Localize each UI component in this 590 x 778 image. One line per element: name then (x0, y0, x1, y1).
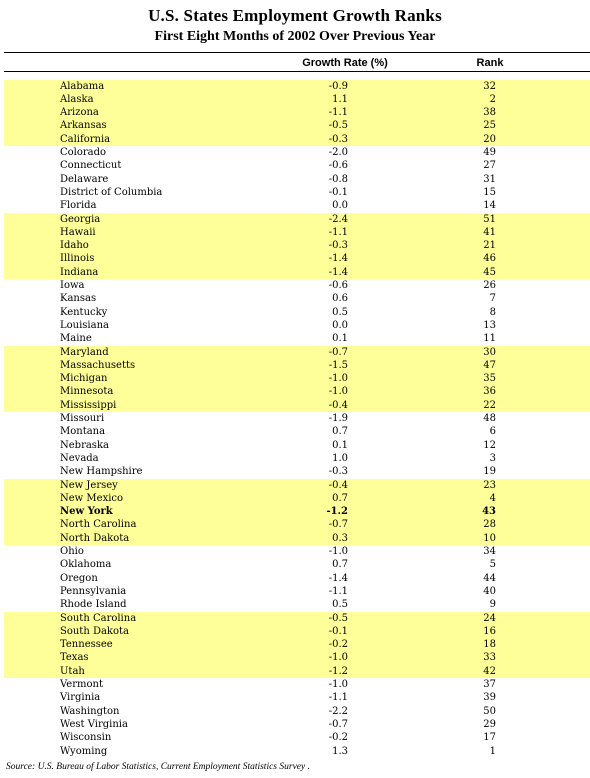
state-name: Washington (60, 705, 120, 717)
state-name: Wisconsin (60, 732, 112, 744)
state-name: Louisiana (60, 319, 109, 331)
rank-value: 24 (483, 612, 496, 624)
state-name: District of Columbia (60, 186, 163, 198)
growth-rate-value: 0.5 (332, 599, 348, 611)
rank-value: 47 (483, 359, 496, 371)
table-row (0, 731, 590, 744)
table-row (0, 425, 590, 438)
rank-value: 32 (483, 80, 496, 92)
table-row (0, 572, 590, 585)
table-row (0, 598, 590, 611)
rank-value: 25 (483, 120, 496, 132)
state-name: New York (60, 506, 113, 518)
growth-rate-value: -0.4 (328, 479, 348, 491)
state-name: Connecticut (60, 160, 122, 172)
rank-value: 35 (483, 373, 496, 385)
table-row (0, 665, 590, 678)
rank-value: 3 (489, 452, 496, 464)
rank-value: 42 (483, 665, 496, 677)
state-name: California (60, 133, 111, 145)
rank-value: 8 (489, 306, 496, 318)
state-name: Montana (60, 426, 106, 438)
chart-title: U.S. States Employment Growth Ranks (148, 6, 442, 25)
rank-value: 46 (483, 253, 496, 265)
growth-rate-value: -0.7 (328, 519, 348, 531)
state-name: Nebraska (60, 439, 109, 451)
rank-value: 34 (483, 546, 496, 557)
table-row (0, 385, 590, 398)
rank-value: 45 (483, 266, 496, 278)
growth-rate-value: -1.4 (328, 266, 348, 278)
rank-value: 18 (483, 639, 496, 651)
table-row (0, 585, 590, 598)
growth-rate-value: -1.4 (328, 572, 348, 584)
state-name: Georgia (60, 213, 101, 225)
state-name: Massachusetts (60, 359, 136, 371)
rank-value: 1 (489, 745, 496, 757)
table-row (0, 239, 590, 252)
rank-value: 16 (483, 625, 496, 637)
growth-rate-value: -0.9 (328, 80, 348, 92)
growth-rate-value: -0.3 (328, 466, 348, 478)
table-row (0, 532, 590, 545)
growth-rate-value: -0.1 (328, 625, 348, 637)
table-row (0, 705, 590, 718)
state-name: Idaho (60, 240, 89, 252)
rank-value: 28 (483, 519, 496, 531)
rank-value: 13 (483, 319, 496, 331)
state-name: Colorado (60, 147, 107, 158)
state-name: Arkansas (60, 120, 107, 132)
state-name: Kentucky (60, 306, 108, 318)
rank-value: 9 (489, 599, 496, 611)
growth-rate-value: -0.5 (328, 120, 348, 132)
rank-value: 29 (483, 718, 496, 730)
state-name: Texas (60, 652, 89, 664)
table-row (0, 412, 590, 425)
state-name: Tennessee (60, 639, 113, 651)
state-name: Mississippi (60, 399, 117, 411)
rank-value: 26 (483, 280, 496, 291)
rank-value: 7 (489, 293, 496, 305)
growth-rate-value: -1.1 (328, 585, 348, 597)
rank-value: 14 (483, 200, 496, 212)
table-row (0, 306, 590, 319)
table-row (0, 545, 590, 558)
table-row (0, 638, 590, 651)
state-name: South Dakota (60, 625, 129, 637)
state-name: Arizona (60, 107, 99, 119)
growth-rate-value: -1.0 (328, 652, 348, 664)
growth-rate-value: 0.6 (332, 293, 348, 305)
growth-rate-value: -0.4 (328, 399, 348, 411)
growth-rate-value: -1.1 (328, 107, 348, 119)
table-row (0, 279, 590, 292)
state-name: Missouri (60, 413, 105, 424)
growth-rate-value: 0.5 (332, 306, 348, 318)
growth-rate-value: -2.0 (328, 147, 348, 158)
rank-value: 33 (483, 652, 496, 664)
rank-value: 43 (482, 506, 496, 518)
table-row (0, 372, 590, 385)
state-name: Rhode Island (60, 599, 127, 611)
growth-rate-value: 0.1 (332, 439, 348, 451)
rank-value: 44 (483, 572, 496, 584)
state-name: Florida (60, 200, 97, 212)
growth-rate-value: -1.0 (328, 386, 348, 398)
growth-rate-value: -1.1 (328, 692, 348, 704)
growth-rate-value: -1.0 (328, 546, 348, 557)
state-name: Maine (60, 333, 92, 345)
rank-value: 51 (483, 213, 496, 225)
state-name: Wyoming (60, 745, 108, 757)
table-row (0, 252, 590, 265)
state-name: Iowa (60, 280, 85, 291)
growth-rate-value: -0.5 (328, 612, 348, 624)
rank-value: 36 (483, 386, 496, 398)
state-name: Utah (60, 665, 85, 677)
growth-rate-value: -0.2 (328, 732, 348, 744)
rank-value: 50 (483, 705, 496, 717)
state-name: Maryland (60, 346, 109, 358)
rank-value: 48 (483, 413, 496, 424)
growth-rate-value: -1.2 (326, 506, 348, 518)
rank-value: 21 (483, 240, 496, 252)
state-name: New Jersey (60, 479, 118, 491)
rank-value: 5 (489, 559, 496, 571)
source-note: Source: U.S. Bureau of Labor Statistics, Current Employment Statistics Survey . (6, 762, 310, 772)
growth-rate-value: -1.5 (328, 359, 348, 371)
growth-rate-value: 1.0 (332, 452, 348, 464)
growth-rate-value: -2.2 (328, 705, 348, 717)
growth-rate-value: -1.4 (328, 253, 348, 265)
growth-rate-value: -0.6 (328, 280, 348, 291)
rank-value: 37 (483, 679, 496, 690)
table-row (0, 146, 590, 159)
rank-value: 15 (483, 186, 496, 198)
column-header-growth: Growth Rate (%) (302, 57, 388, 69)
rank-value: 49 (483, 147, 496, 158)
growth-rate-value: -0.7 (328, 346, 348, 358)
table-row (0, 292, 590, 305)
state-name: Ohio (60, 546, 84, 557)
growth-rate-value: 0.0 (332, 319, 348, 331)
growth-rate-value: -1.9 (328, 413, 348, 424)
state-name: Pennsylvania (60, 585, 127, 597)
rank-value: 2 (489, 93, 496, 105)
growth-rate-value: -0.6 (328, 160, 348, 172)
growth-rate-value: -0.2 (328, 639, 348, 651)
table-row (0, 80, 590, 93)
table-row (0, 119, 590, 132)
rank-value: 10 (483, 532, 496, 544)
state-name: Nevada (60, 452, 99, 464)
table-row (0, 625, 590, 638)
state-name: Kansas (60, 293, 97, 305)
growth-rate-value: 0.1 (332, 333, 348, 345)
table-row (0, 226, 590, 239)
state-name: Vermont (60, 679, 103, 690)
growth-rate-value: -0.8 (328, 173, 348, 185)
table-row (0, 691, 590, 704)
state-name: Oregon (60, 572, 98, 584)
table-row (0, 186, 590, 199)
rank-value: 38 (483, 107, 496, 119)
table-row (0, 678, 590, 691)
state-name: Illinois (60, 253, 95, 265)
table-row (0, 266, 590, 279)
growth-rate-value: 1.3 (332, 745, 348, 757)
table-row (0, 106, 590, 119)
state-name: New Mexico (60, 492, 124, 504)
growth-rate-value: 0.7 (332, 492, 348, 504)
state-name: Virginia (60, 692, 101, 704)
table-row (0, 505, 590, 518)
rank-value: 20 (483, 133, 496, 145)
growth-rate-value: -1.1 (328, 226, 348, 238)
rank-value: 41 (483, 226, 496, 238)
growth-rate-value: -1.0 (328, 679, 348, 690)
table-row (0, 213, 590, 226)
table-row (0, 93, 590, 106)
table-row (0, 558, 590, 571)
table-row (0, 359, 590, 372)
rank-value: 22 (483, 399, 496, 411)
table-row (0, 439, 590, 452)
table-row (0, 199, 590, 212)
table-row (0, 133, 590, 146)
state-name: New Hampshire (60, 466, 143, 478)
growth-rate-value: 0.0 (332, 200, 348, 212)
chart-subtitle: First Eight Months of 2002 Over Previous Year (154, 29, 436, 44)
growth-rate-value: 0.3 (332, 532, 348, 544)
rank-value: 19 (483, 466, 496, 478)
growth-rate-value: 1.1 (332, 93, 348, 105)
table-row (0, 346, 590, 359)
rank-value: 17 (483, 732, 496, 744)
rank-value: 30 (483, 346, 496, 358)
rank-value: 12 (483, 439, 496, 451)
table-row (0, 492, 590, 505)
table-row (0, 319, 590, 332)
growth-rate-value: -0.7 (328, 718, 348, 730)
rank-value: 31 (483, 173, 496, 185)
state-name: North Dakota (60, 532, 130, 544)
table-row (0, 465, 590, 478)
state-name: Alabama (60, 80, 105, 92)
state-name: South Carolina (60, 612, 137, 624)
header-rule-top (4, 52, 590, 53)
table-row (0, 651, 590, 664)
rank-value: 23 (483, 479, 496, 491)
state-name: Hawaii (60, 226, 96, 238)
rank-value: 11 (483, 333, 496, 345)
table-row (0, 745, 590, 758)
table-row (0, 173, 590, 186)
rank-value: 39 (483, 692, 496, 704)
rank-value: 6 (489, 426, 496, 438)
state-name: Minnesota (60, 386, 114, 398)
state-name: Michigan (60, 373, 108, 385)
growth-rate-value: -0.3 (328, 240, 348, 252)
state-name: Indiana (60, 266, 99, 278)
rank-value: 40 (483, 585, 496, 597)
state-name: North Carolina (60, 519, 137, 531)
state-name: West Virginia (60, 718, 128, 730)
table-row (0, 612, 590, 625)
growth-rate-value: -1.2 (328, 665, 348, 677)
growth-rate-value: -2.4 (328, 213, 348, 225)
table-row (0, 452, 590, 465)
growth-rate-value: -0.3 (328, 133, 348, 145)
growth-rate-value: 0.7 (332, 559, 348, 571)
table-row (0, 479, 590, 492)
growth-rate-value: -0.1 (328, 186, 348, 198)
growth-rate-value: 0.7 (332, 426, 348, 438)
column-header-rank: Rank (476, 57, 504, 69)
header-rule-bottom (4, 71, 590, 72)
table-row (0, 718, 590, 731)
table-row (0, 399, 590, 412)
table-row (0, 159, 590, 172)
state-name: Delaware (60, 173, 109, 185)
state-name: Alaska (60, 93, 94, 105)
growth-rate-value: -1.0 (328, 373, 348, 385)
state-name: Oklahoma (60, 559, 112, 571)
table-row (0, 518, 590, 531)
rank-value: 27 (483, 160, 496, 172)
rank-value: 4 (489, 492, 496, 504)
table-row (0, 332, 590, 345)
